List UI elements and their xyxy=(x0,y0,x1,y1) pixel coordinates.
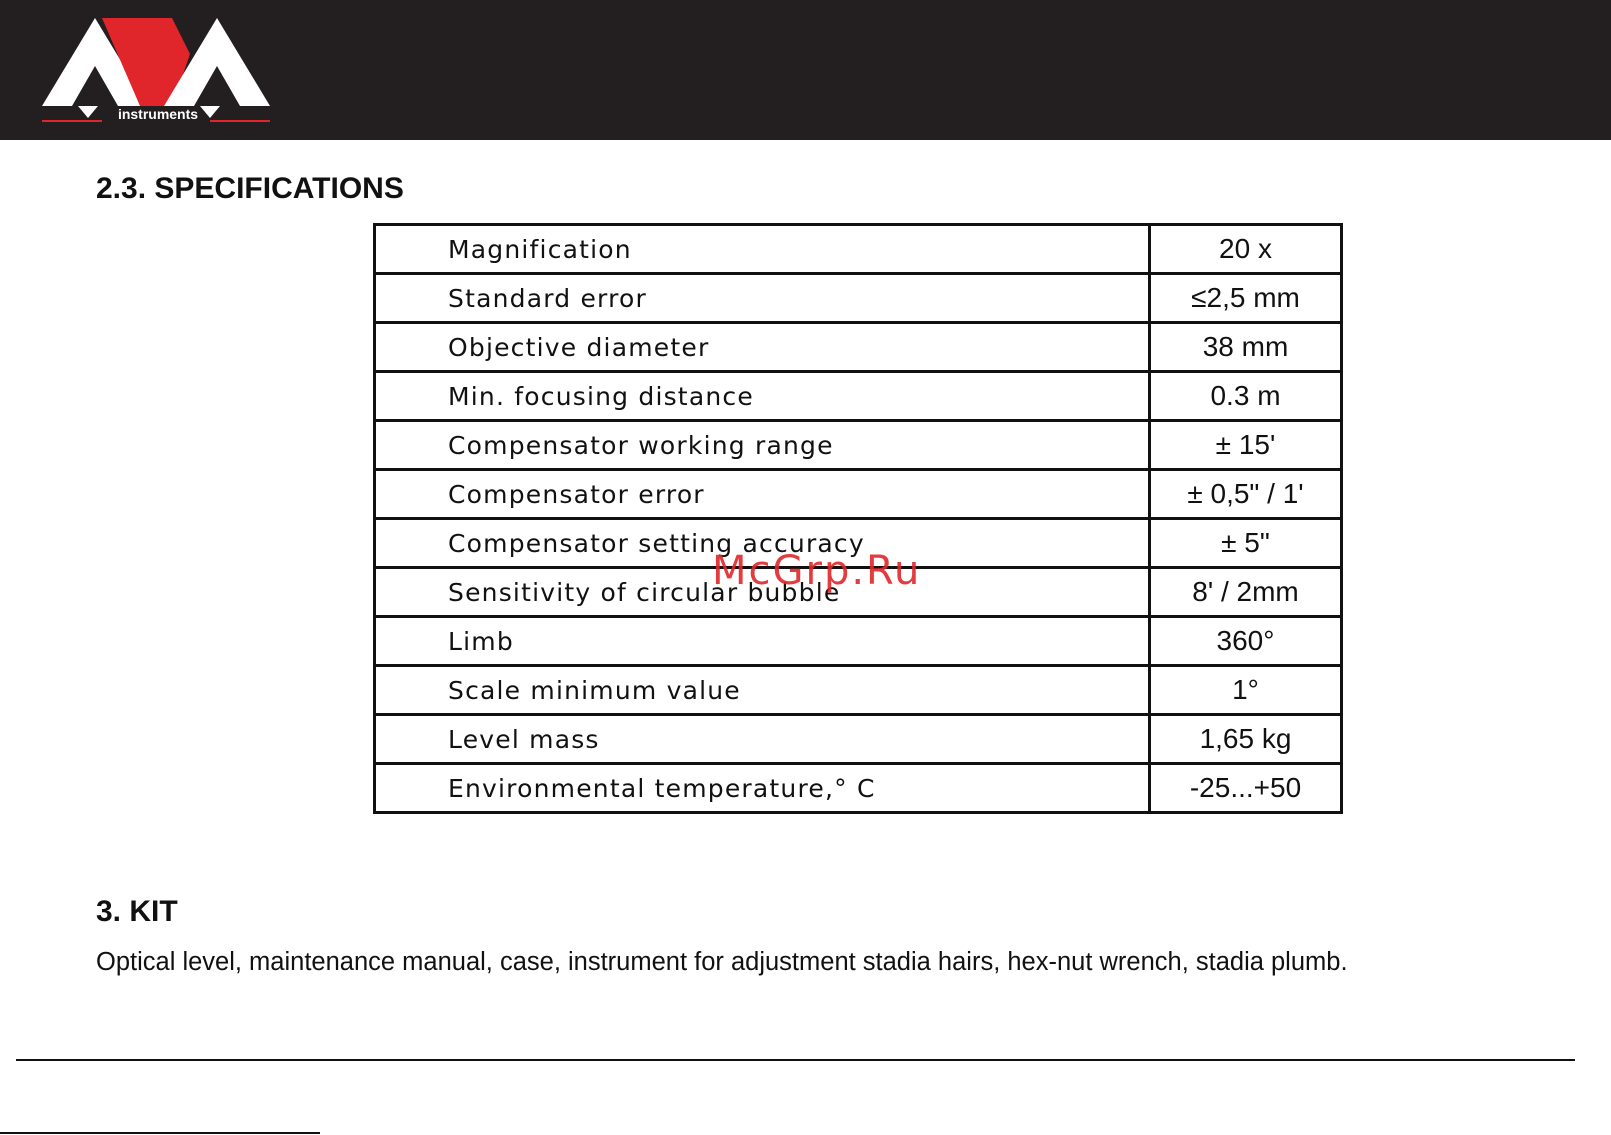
spec-param: Compensator working range xyxy=(375,421,1150,470)
spec-param: Standard error xyxy=(375,274,1150,323)
spec-value: 1° xyxy=(1150,666,1342,715)
spec-param: Sensitivity of circular bubble xyxy=(375,568,1150,617)
spec-value: ± 5" xyxy=(1150,519,1342,568)
logo-subtext: instruments xyxy=(117,106,199,122)
footer-line xyxy=(0,1132,320,1134)
table-row xyxy=(375,617,1342,666)
kit-description: Optical level, maintenance manual, case, instrument for adjustment stadia hairs, hex-nut wrench, stadia plumb. xyxy=(96,948,1348,976)
spec-param: Level mass xyxy=(375,715,1150,764)
spec-value: 360° xyxy=(1150,617,1342,666)
spec-value: ± 15' xyxy=(1150,421,1342,470)
spec-param: Min. focusing distance xyxy=(375,372,1150,421)
table-row xyxy=(375,715,1342,764)
spec-param: Objective diameter xyxy=(375,323,1150,372)
table-row xyxy=(375,225,1342,274)
spec-value: ± 0,5" / 1' xyxy=(1150,470,1342,519)
spec-param: Compensator setting accuracy xyxy=(375,519,1150,568)
header-bar xyxy=(0,0,1611,140)
spec-value: 38 mm xyxy=(1150,323,1342,372)
kit-title: 3. KIT xyxy=(96,895,178,928)
divider xyxy=(16,1059,1575,1061)
spec-value: 20 x xyxy=(1150,225,1342,274)
spec-value: ≤2,5 mm xyxy=(1150,274,1342,323)
table-row xyxy=(375,764,1342,813)
specifications-title: 2.3. SPECIFICATIONS xyxy=(96,172,404,205)
table-row xyxy=(375,470,1342,519)
spec-param: Environmental temperature,° C xyxy=(375,764,1150,813)
spec-param: Limb xyxy=(375,617,1150,666)
table-row xyxy=(375,323,1342,372)
spec-value: 1,65 kg xyxy=(1150,715,1342,764)
table-row xyxy=(375,421,1342,470)
table-row xyxy=(375,666,1342,715)
spec-param: Scale minimum value xyxy=(375,666,1150,715)
table-row xyxy=(375,372,1342,421)
table-row xyxy=(375,274,1342,323)
spec-param: Compensator error xyxy=(375,470,1150,519)
specifications-table xyxy=(373,223,1343,814)
ada-logo xyxy=(40,14,272,126)
spec-value: -25...+50 xyxy=(1150,764,1342,813)
watermark-text: McGrp.Ru xyxy=(712,548,922,594)
spec-value: 0.3 m xyxy=(1150,372,1342,421)
spec-value: 8' / 2mm xyxy=(1150,568,1342,617)
spec-param: Magnification xyxy=(375,225,1150,274)
